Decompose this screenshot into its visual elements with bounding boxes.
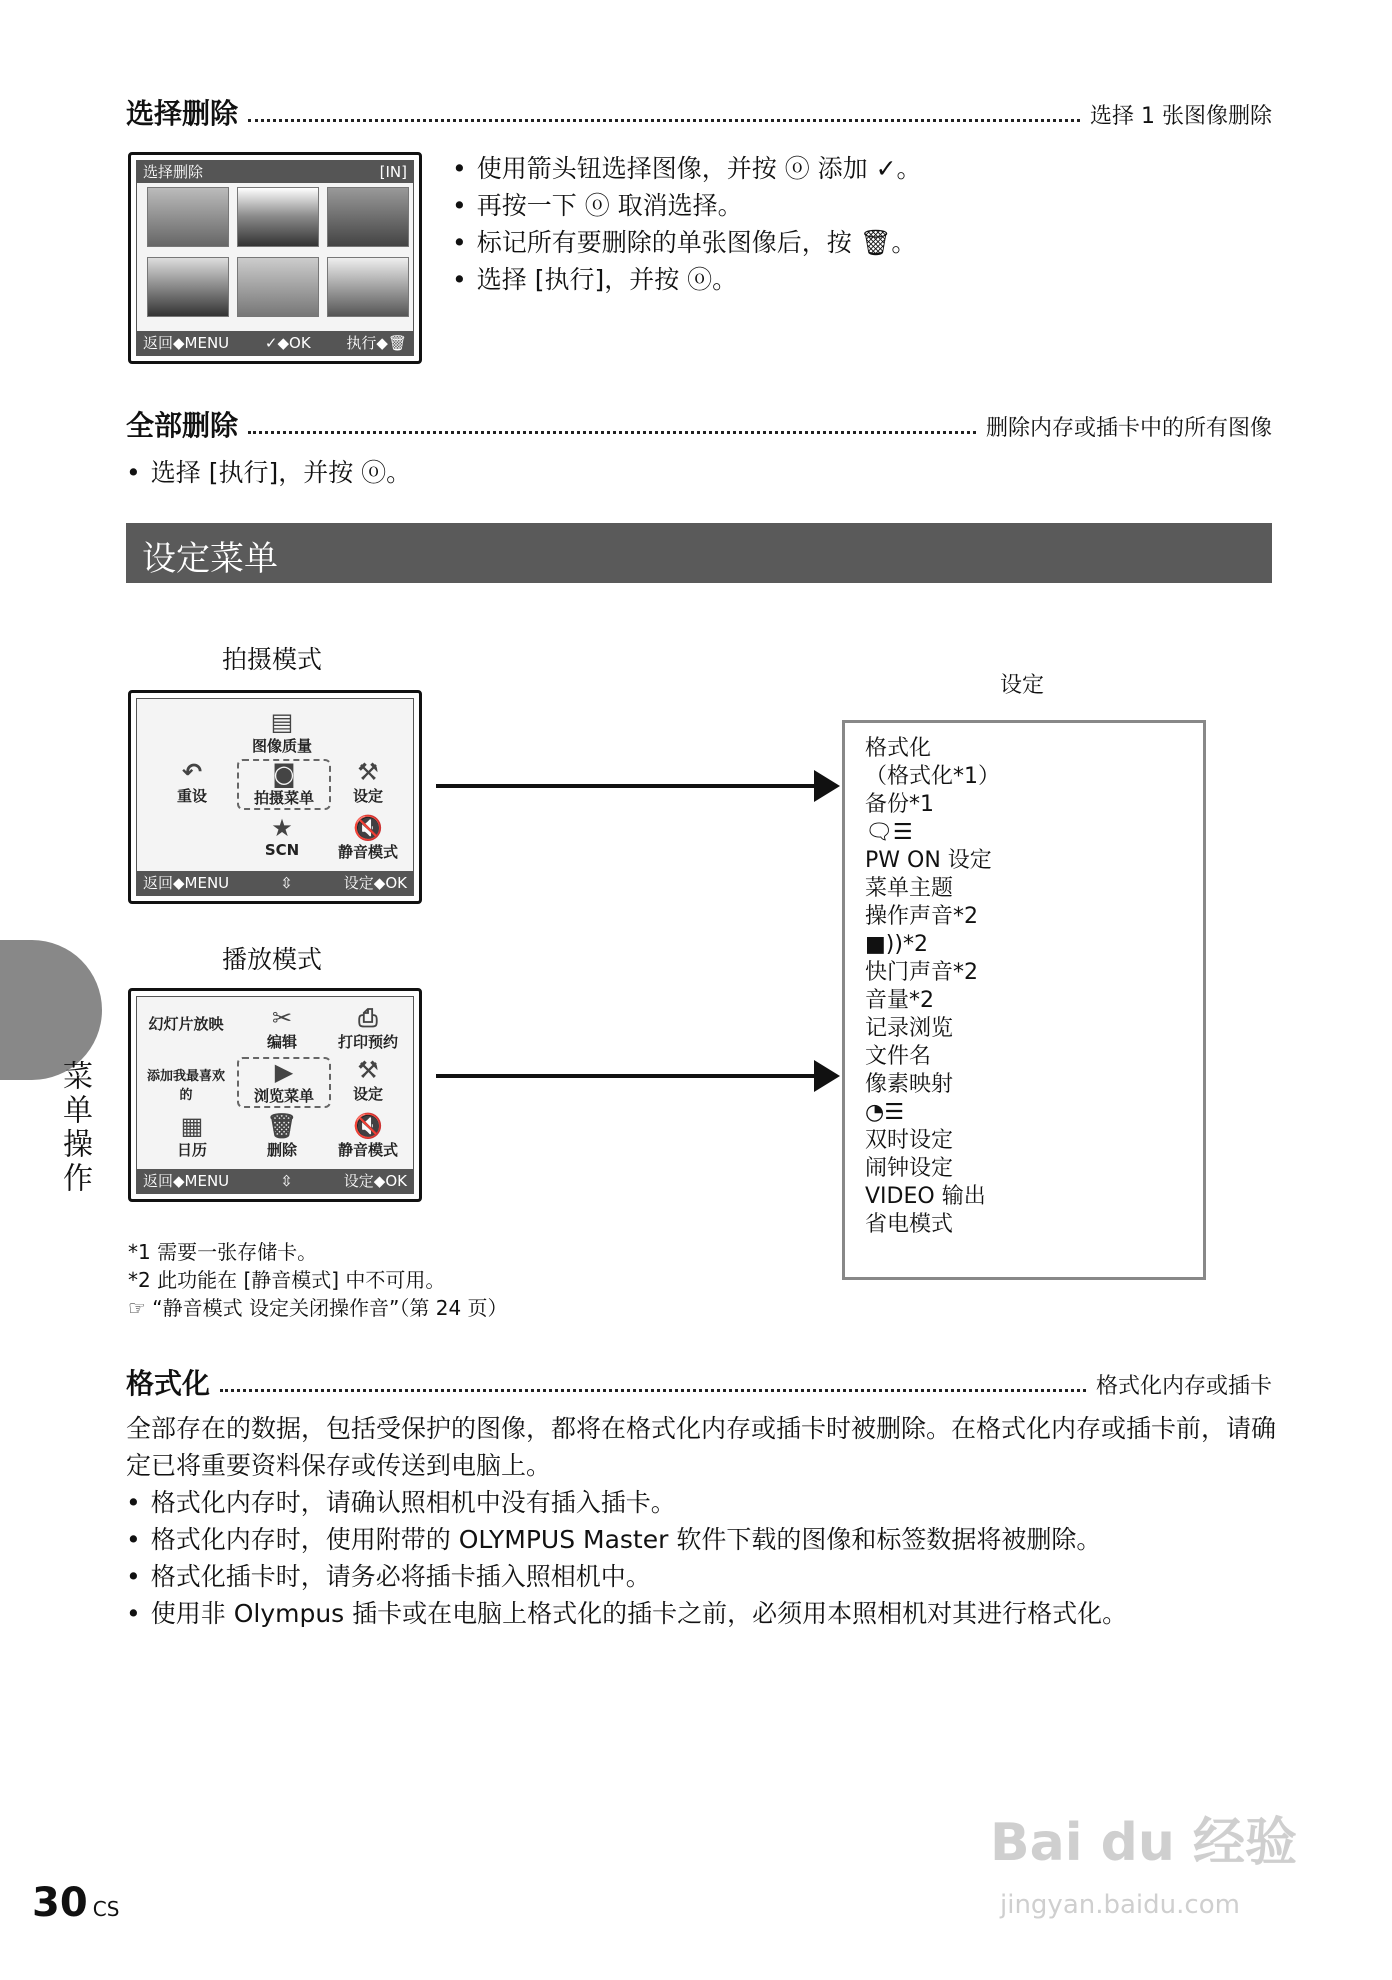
thumbnail-5 bbox=[237, 257, 319, 317]
arrow-line-shoot bbox=[436, 784, 816, 788]
list-item: ■))*2 bbox=[865, 932, 928, 957]
menu-scn: ★ SCN bbox=[237, 815, 327, 859]
page-suffix: CS bbox=[92, 1897, 120, 1921]
footer-right: 设定◆OK bbox=[343, 874, 407, 892]
setup-menu-banner bbox=[126, 523, 1272, 583]
shoot-lcd-footer bbox=[137, 871, 413, 895]
play-mode-label: 播放模式 bbox=[222, 945, 323, 974]
menu-image-quality: ▤ 图像质量 bbox=[237, 709, 327, 756]
select-delete-bullets bbox=[452, 150, 922, 298]
lcd-header-left: 选择删除 bbox=[143, 163, 204, 181]
list-item: 音量*2 bbox=[865, 988, 934, 1013]
list-item: 快门声音*2 bbox=[865, 960, 978, 985]
quality-icon: ▤ bbox=[270, 708, 294, 736]
side-tab bbox=[0, 940, 102, 1080]
format-desc: 格式化内存或插卡 bbox=[1095, 1374, 1272, 1399]
lcd-header bbox=[137, 161, 413, 183]
list-item: （格式化*1） bbox=[865, 764, 1000, 789]
print-icon: ⎙ bbox=[358, 1004, 378, 1032]
thumbnail-3 bbox=[327, 187, 409, 247]
play-lcd-footer bbox=[137, 1169, 413, 1193]
menu-setup: ⚒ 设定 bbox=[323, 1057, 413, 1104]
list-item: 🗨☰ bbox=[865, 820, 913, 845]
lcd-header-right: [IN] bbox=[379, 163, 407, 181]
format-bullets bbox=[126, 1484, 1276, 1632]
list-item: • 使用箭头钮选择图像，并按 ⓞ 添加 ✓。 bbox=[452, 150, 922, 187]
scn-icon: ★ bbox=[271, 814, 293, 842]
lcd-footer bbox=[137, 331, 413, 355]
arrow-head-shoot bbox=[814, 770, 840, 802]
arrow-line-play bbox=[436, 1074, 816, 1078]
menu-print-order: ⎙ 打印预约 bbox=[323, 1005, 413, 1052]
camera-icon: ◙ bbox=[272, 760, 296, 788]
menu-calendar: ▦ 日历 bbox=[147, 1113, 237, 1160]
menu-slideshow: 幻灯片放映 bbox=[148, 1015, 224, 1033]
mute-icon: 🔇 bbox=[353, 814, 383, 842]
list-item: • 标记所有要删除的单张图像后，按 🗑。 bbox=[452, 224, 922, 261]
list-item: • 选择 [执行]，并按 ⓞ。 bbox=[126, 454, 411, 491]
menu-silent: 🔇 静音模式 bbox=[323, 1113, 413, 1160]
reset-icon: ↶ bbox=[181, 758, 203, 786]
footnotes bbox=[128, 1238, 508, 1322]
delete-all-title: 全部删除 bbox=[126, 409, 239, 442]
side-tab-label: 菜单操作 bbox=[57, 1060, 92, 1196]
select-delete-header bbox=[126, 92, 1272, 132]
select-delete-lcd bbox=[128, 152, 422, 364]
page-number-block bbox=[32, 1880, 119, 1926]
list-item: • 格式化内存时，请确认照相机中没有插入插卡。 bbox=[126, 1484, 1276, 1521]
list-item: 闹钟设定 bbox=[865, 1156, 954, 1181]
list-item: 双时设定 bbox=[865, 1128, 954, 1153]
list-item: VIDEO 输出 bbox=[865, 1184, 986, 1209]
thumbnail-6 bbox=[327, 257, 409, 317]
leader-dots bbox=[248, 119, 1080, 122]
menu-reset: ↶ 重设 bbox=[147, 759, 237, 806]
footer-left: 返回◆MENU bbox=[143, 1172, 230, 1190]
format-title: 格式化 bbox=[126, 1367, 211, 1400]
list-item: • 选择 [执行]，并按 ⓞ。 bbox=[452, 261, 922, 298]
arrow-head-play bbox=[814, 1060, 840, 1092]
list-item: • 使用非 Olympus 插卡或在电脑上格式化的插卡之前，必须用本照相机对其进行格式化。 bbox=[126, 1595, 1276, 1632]
delete-all-header bbox=[126, 404, 1272, 444]
shoot-mode-lcd bbox=[128, 690, 422, 904]
menu-delete: 🗑 删除 bbox=[237, 1113, 327, 1160]
play-mode-lcd bbox=[128, 988, 422, 1202]
mute-icon: 🔇 bbox=[353, 1112, 383, 1140]
list-item: • 格式化内存时，使用附带的 OLYMPUS Master 软件下载的图像和标签数据将被删除。 bbox=[126, 1521, 1276, 1558]
play-icon: ▶ bbox=[274, 1058, 294, 1086]
leader-dots bbox=[248, 431, 976, 434]
leader-dots bbox=[220, 1389, 1086, 1392]
list-item: 记录浏览 bbox=[865, 1016, 954, 1041]
menu-add-favorite: 添加我最喜欢的 bbox=[146, 1069, 225, 1103]
format-header bbox=[126, 1362, 1272, 1402]
list-item: • 格式化插卡时，请务必将插卡插入照相机中。 bbox=[126, 1558, 1276, 1595]
select-delete-desc: 选择 1 张图像删除 bbox=[1090, 104, 1272, 129]
footnote-2: *2 此功能在 [静音模式] 中不可用。 bbox=[128, 1268, 446, 1292]
format-paragraph: 全部存在的数据，包括受保护的图像，都将在格式化内存或插卡时被删除。在格式化内存或插卡前，请确定已将重要资料保存或传送到电脑上。 bbox=[126, 1414, 1277, 1480]
list-item: 文件名 bbox=[865, 1044, 932, 1069]
footer-mid: ⇳ bbox=[280, 874, 293, 892]
calendar-icon: ▦ bbox=[180, 1112, 204, 1140]
footer-left: 返回◆MENU bbox=[143, 874, 230, 892]
footnote-1: *1 需要一张存储卡。 bbox=[128, 1240, 318, 1264]
setup-label: 设定 bbox=[1000, 673, 1045, 698]
footer-mid: ⇳ bbox=[280, 1172, 293, 1190]
list-item: ◔☰ bbox=[865, 1100, 904, 1125]
scissors-icon: ✂ bbox=[271, 1004, 293, 1032]
wrench-icon: ⚒ bbox=[357, 758, 379, 786]
menu-edit: ✂ 编辑 bbox=[237, 1005, 327, 1052]
shoot-mode-label: 拍摄模式 bbox=[222, 645, 323, 674]
list-item: 操作声音*2 bbox=[865, 904, 978, 929]
list-item: 像素映射 bbox=[865, 1072, 954, 1097]
delete-all-bullets bbox=[126, 454, 411, 491]
list-item: 备份*1 bbox=[865, 792, 934, 817]
list-item: 菜单主题 bbox=[865, 876, 954, 901]
watermark-logo: Bai du 经验 bbox=[990, 1813, 1297, 1873]
thumbnail-4 bbox=[147, 257, 229, 317]
menu-silent: 🔇 静音模式 bbox=[323, 815, 413, 862]
delete-all-desc: 删除内存或插卡中的所有图像 bbox=[985, 416, 1272, 441]
footer-right: 设定◆OK bbox=[343, 1172, 407, 1190]
list-item: PW ON 设定 bbox=[865, 848, 992, 873]
menu-browse: ▶ 浏览菜单 bbox=[237, 1057, 331, 1108]
list-item: 省电模式 bbox=[865, 1212, 954, 1237]
setup-list bbox=[865, 735, 1000, 1239]
trash-icon: 🗑 bbox=[266, 1112, 298, 1140]
lcd-footer-left: 返回◆MENU bbox=[143, 334, 230, 352]
list-item: • 再按一下 ⓞ 取消选择。 bbox=[452, 187, 922, 224]
select-delete-title: 选择删除 bbox=[126, 97, 239, 130]
menu-shoot-menu: ◙ 拍摄菜单 bbox=[237, 759, 331, 810]
menu-setup: ⚒ 设定 bbox=[323, 759, 413, 806]
wrench-icon: ⚒ bbox=[357, 1056, 379, 1084]
setup-list-box bbox=[842, 720, 1206, 1280]
lcd-footer-mid: ✓◆OK bbox=[264, 334, 311, 352]
lcd-footer-right: 执行◆🗑 bbox=[346, 334, 407, 352]
footnote-3: ☞ “静音模式 设定关闭操作音”（第 24 页） bbox=[128, 1296, 508, 1320]
banner-title: 设定菜单 bbox=[142, 539, 278, 579]
list-item: 格式化 bbox=[865, 736, 932, 761]
thumbnail-1 bbox=[147, 187, 229, 247]
page-number: 30 bbox=[32, 1880, 88, 1926]
thumbnail-2 bbox=[237, 187, 319, 247]
watermark-url: jingyan.baidu.com bbox=[1000, 1890, 1240, 1920]
